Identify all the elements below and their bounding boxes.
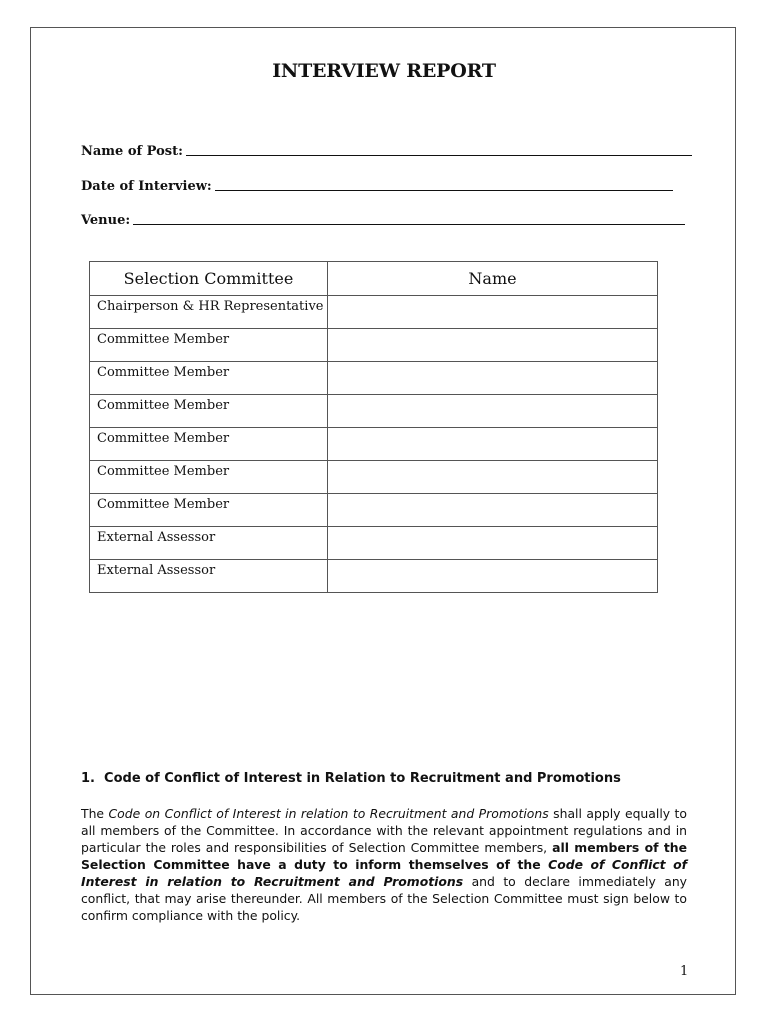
venue-label: Venue:: [81, 213, 131, 228]
section-1-paragraph: [81, 805, 687, 924]
page-number: 1: [680, 964, 689, 979]
header-selection-committee: Selection Committee: [90, 262, 328, 296]
role-cell: Committee Member: [90, 329, 328, 362]
name-of-post-label: Name of Post:: [81, 144, 183, 159]
role-cell: External Assessor: [90, 527, 328, 560]
table-header-row: [90, 262, 658, 296]
para-bold-text: all members of the Selection Committee have a duty to inform themselves of the: [81, 840, 687, 872]
para-text: shall apply equally to all members of the Committee. In accordance with the relevant appointment regulations and in particular the roles and responsibilities of Selection Committee members,: [81, 806, 687, 855]
page-title: INTERVIEW REPORT: [272, 60, 496, 82]
date-of-interview-field: [81, 176, 673, 194]
table-row: [90, 494, 658, 527]
name-cell[interactable]: [328, 362, 658, 395]
name-cell[interactable]: [328, 395, 658, 428]
venue-blank[interactable]: [133, 223, 685, 225]
name-of-post-field: [81, 141, 692, 159]
table-row: [90, 329, 658, 362]
role-cell: Committee Member: [90, 461, 328, 494]
name-cell[interactable]: [328, 428, 658, 461]
name-cell[interactable]: [328, 461, 658, 494]
name-cell[interactable]: [328, 494, 658, 527]
name-cell[interactable]: [328, 560, 658, 593]
role-cell: External Assessor: [90, 560, 328, 593]
name-cell[interactable]: [328, 527, 658, 560]
role-cell: Committee Member: [90, 362, 328, 395]
table-row: [90, 461, 658, 494]
date-of-interview-blank[interactable]: [215, 189, 673, 191]
header-name: Name: [328, 262, 658, 296]
table-row: [90, 362, 658, 395]
name-cell[interactable]: [328, 329, 658, 362]
role-cell: Chairperson & HR Representative: [90, 296, 328, 329]
section-1-heading: 1. Code of Conflict of Interest in Relation to Recruitment and Promotions: [81, 771, 621, 786]
table-row: [90, 296, 658, 329]
table-row: [90, 560, 658, 593]
table-row: [90, 527, 658, 560]
venue-field: [81, 210, 685, 228]
para-bold-italic-code-title: Code of Conflict of Interest in relation to Recruitment and Promotions: [81, 857, 687, 889]
table-row: [90, 395, 658, 428]
table-row: [90, 428, 658, 461]
role-cell: Committee Member: [90, 395, 328, 428]
role-cell: Committee Member: [90, 494, 328, 527]
date-of-interview-label: Date of Interview:: [81, 179, 212, 194]
role-cell: Committee Member: [90, 428, 328, 461]
para-text: The: [81, 806, 109, 821]
name-cell[interactable]: [328, 296, 658, 329]
selection-committee-table: [89, 261, 658, 593]
name-of-post-blank[interactable]: [186, 154, 692, 156]
para-text: and to declare immediately any conflict, that may arise thereunder. All members of the Selection Committee must sign below to confirm compliance with the policy.: [81, 874, 688, 923]
para-italic-code-title: Code on Conflict of Interest in relation to Recruitment and Promotions: [108, 806, 549, 821]
